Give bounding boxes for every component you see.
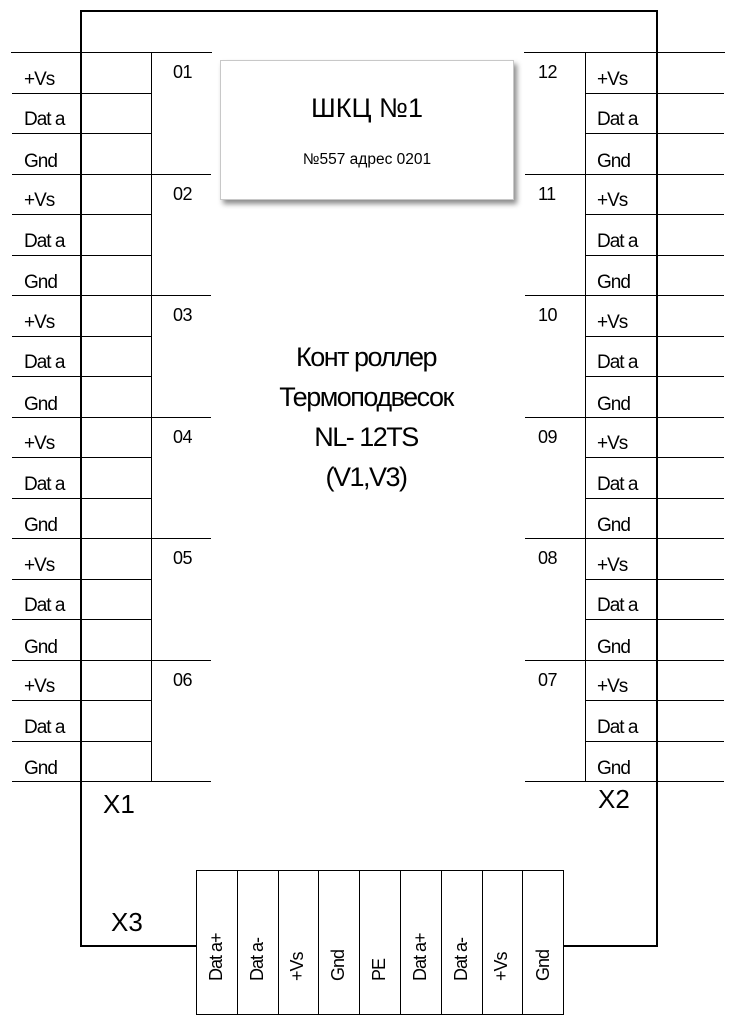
terminal-pin — [12, 499, 151, 540]
pin-label: Dat a — [597, 352, 638, 373]
channel-cell — [525, 175, 586, 296]
pin-column — [12, 661, 152, 782]
terminal-pin — [585, 94, 724, 135]
channel-group — [12, 175, 211, 297]
channel-number: 09 — [538, 426, 558, 447]
x3-pin — [197, 871, 238, 1014]
pin-label: Dat a — [597, 109, 638, 130]
channel-cell — [525, 296, 586, 417]
channel-group — [525, 296, 724, 418]
x3-pin-label: Gnd — [328, 949, 349, 981]
pin-label: Gnd — [24, 758, 57, 779]
pin-label: Gnd — [24, 515, 57, 536]
pin-column — [585, 539, 724, 660]
x3-pin — [483, 871, 524, 1014]
controller-title-line: NL- 12TS — [314, 421, 418, 452]
terminal-pin — [12, 580, 151, 621]
pin-label: +Vs — [24, 68, 55, 90]
pin-column — [585, 53, 724, 174]
pin-column — [12, 296, 152, 417]
channel-cell — [525, 661, 586, 782]
channel-group — [525, 539, 724, 661]
x3-pin-label: +Vs — [491, 952, 512, 981]
terminal-pin — [12, 620, 151, 661]
terminal-pin — [585, 701, 724, 742]
channel-group — [525, 661, 724, 783]
pin-label: Dat a — [24, 352, 65, 373]
terminal-pin — [585, 53, 724, 94]
pin-column — [12, 53, 152, 174]
x3-pin — [238, 871, 279, 1014]
pin-label: Gnd — [24, 393, 57, 415]
terminal-pin — [12, 215, 151, 256]
terminal-pin — [12, 661, 151, 702]
x3-pin-label: Dat a- — [450, 937, 471, 981]
x3-pin — [401, 871, 442, 1014]
pin-label: +Vs — [597, 433, 628, 454]
channel-group — [525, 175, 724, 297]
channel-cell — [151, 175, 211, 296]
connector-label-x2: X2 — [598, 784, 630, 814]
terminal-pin — [12, 539, 151, 580]
channel-group — [12, 53, 211, 175]
x3-pin-label: PE — [369, 958, 390, 981]
cabinet-address: №557 адрес 0201 — [302, 151, 432, 168]
terminal-pin — [585, 337, 724, 378]
x3-pin-label: Dat a- — [246, 937, 267, 981]
controller-title — [214, 338, 518, 498]
pin-label: Gnd — [597, 758, 630, 779]
channel-number: 01 — [173, 62, 193, 82]
terminal-pin — [12, 256, 151, 297]
pin-label: Gnd — [597, 393, 630, 415]
pin-column — [585, 296, 724, 417]
pin-label: +Vs — [597, 311, 628, 333]
terminal-pin — [585, 296, 724, 337]
terminal-block-x3 — [196, 870, 564, 1015]
channel-cell — [151, 53, 211, 174]
terminal-pin — [12, 94, 151, 135]
channel-group — [12, 418, 211, 540]
cabinet-label — [220, 60, 514, 200]
pin-label: +Vs — [597, 190, 628, 211]
channel-cell — [151, 296, 211, 417]
terminal-pin — [12, 377, 151, 418]
pin-label: +Vs — [597, 68, 628, 90]
pin-label: Dat a — [24, 230, 65, 252]
channel-number: 02 — [173, 183, 193, 204]
terminal-pin — [585, 418, 724, 459]
channel-cell — [525, 53, 586, 174]
terminal-block-x1 — [11, 52, 212, 779]
cabinet-title: ШКЦ №1 — [311, 93, 423, 123]
pin-label: Dat a — [597, 595, 638, 616]
channel-cell — [525, 418, 586, 539]
pin-label: Gnd — [24, 636, 57, 658]
x3-pin-label: +Vs — [287, 952, 308, 981]
channel-cell — [525, 539, 586, 660]
pin-label: Dat a — [24, 595, 65, 616]
channel-number: 08 — [538, 548, 558, 568]
terminal-pin — [585, 539, 724, 580]
channel-number: 04 — [173, 426, 193, 447]
channel-group — [525, 53, 724, 175]
terminal-pin — [585, 215, 724, 256]
terminal-pin — [12, 701, 151, 742]
channel-number: 11 — [538, 183, 556, 204]
pin-label: +Vs — [24, 311, 55, 333]
channel-cell — [151, 418, 211, 539]
terminal-pin — [585, 742, 724, 783]
pin-label: Dat a — [24, 716, 65, 738]
controller-title-line: (V1,V3) — [325, 461, 407, 492]
terminal-pin — [12, 742, 151, 783]
terminal-pin — [585, 580, 724, 621]
channel-group — [12, 539, 211, 661]
controller-title-line: Термоподвесок — [279, 381, 453, 412]
pin-label: Dat a — [597, 716, 638, 738]
x3-pin-label: Gnd — [532, 949, 553, 981]
pin-label: Gnd — [597, 272, 630, 293]
terminal-pin — [585, 377, 724, 418]
pin-column — [12, 175, 152, 296]
terminal-pin — [585, 661, 724, 702]
pin-column — [585, 661, 724, 782]
pin-label: Dat a — [597, 473, 638, 495]
pin-label: Gnd — [24, 272, 57, 293]
pin-label: +Vs — [597, 676, 628, 697]
channel-number: 07 — [538, 669, 558, 690]
pin-label: Dat a — [597, 230, 638, 252]
terminal-pin — [12, 175, 151, 216]
pin-column — [585, 418, 724, 539]
pin-label: +Vs — [597, 554, 628, 576]
x3-pin — [523, 871, 564, 1014]
terminal-pin — [585, 499, 724, 540]
controller-title-line: Конт роллер — [295, 342, 436, 372]
terminal-pin — [12, 337, 151, 378]
channel-group — [525, 418, 724, 540]
terminal-pin — [585, 620, 724, 661]
channel-number: 03 — [173, 305, 193, 325]
pin-column — [585, 175, 724, 296]
terminal-pin — [12, 458, 151, 499]
terminal-pin — [585, 175, 724, 216]
terminal-pin — [585, 458, 724, 499]
terminal-pin — [12, 296, 151, 337]
pin-label: +Vs — [24, 433, 55, 454]
pin-label: +Vs — [24, 190, 55, 211]
terminal-block-x2 — [524, 52, 725, 779]
x3-pin — [360, 871, 401, 1014]
pin-label: Gnd — [597, 150, 630, 172]
terminal-pin — [12, 53, 151, 94]
channel-group — [12, 296, 211, 418]
connector-label-x3: X3 — [111, 907, 143, 937]
channel-number: 05 — [173, 548, 193, 568]
terminal-pin — [12, 418, 151, 459]
pin-label: +Vs — [24, 554, 55, 576]
x3-pin-label: Dat a+ — [409, 933, 430, 981]
channel-cell — [151, 661, 211, 782]
pin-label: Dat a — [24, 473, 65, 495]
x3-pin — [442, 871, 483, 1014]
pin-label: Gnd — [597, 515, 630, 536]
channel-number: 12 — [538, 62, 558, 82]
channel-number: 06 — [173, 669, 193, 690]
pin-label: +Vs — [24, 676, 55, 697]
terminal-pin — [585, 256, 724, 297]
pin-label: Gnd — [597, 636, 630, 658]
channel-cell — [151, 539, 211, 660]
pin-column — [12, 418, 152, 539]
x3-pin — [279, 871, 320, 1014]
x3-pin-label: Dat a+ — [205, 933, 226, 981]
pin-label: Gnd — [24, 150, 57, 172]
connector-label-x1: X1 — [103, 789, 135, 819]
channel-group — [12, 661, 211, 783]
terminal-pin — [585, 134, 724, 175]
channel-number: 10 — [538, 305, 558, 325]
terminal-pin — [12, 134, 151, 175]
pin-column — [12, 539, 152, 660]
x3-pin — [319, 871, 360, 1014]
pin-label: Dat a — [24, 109, 65, 130]
